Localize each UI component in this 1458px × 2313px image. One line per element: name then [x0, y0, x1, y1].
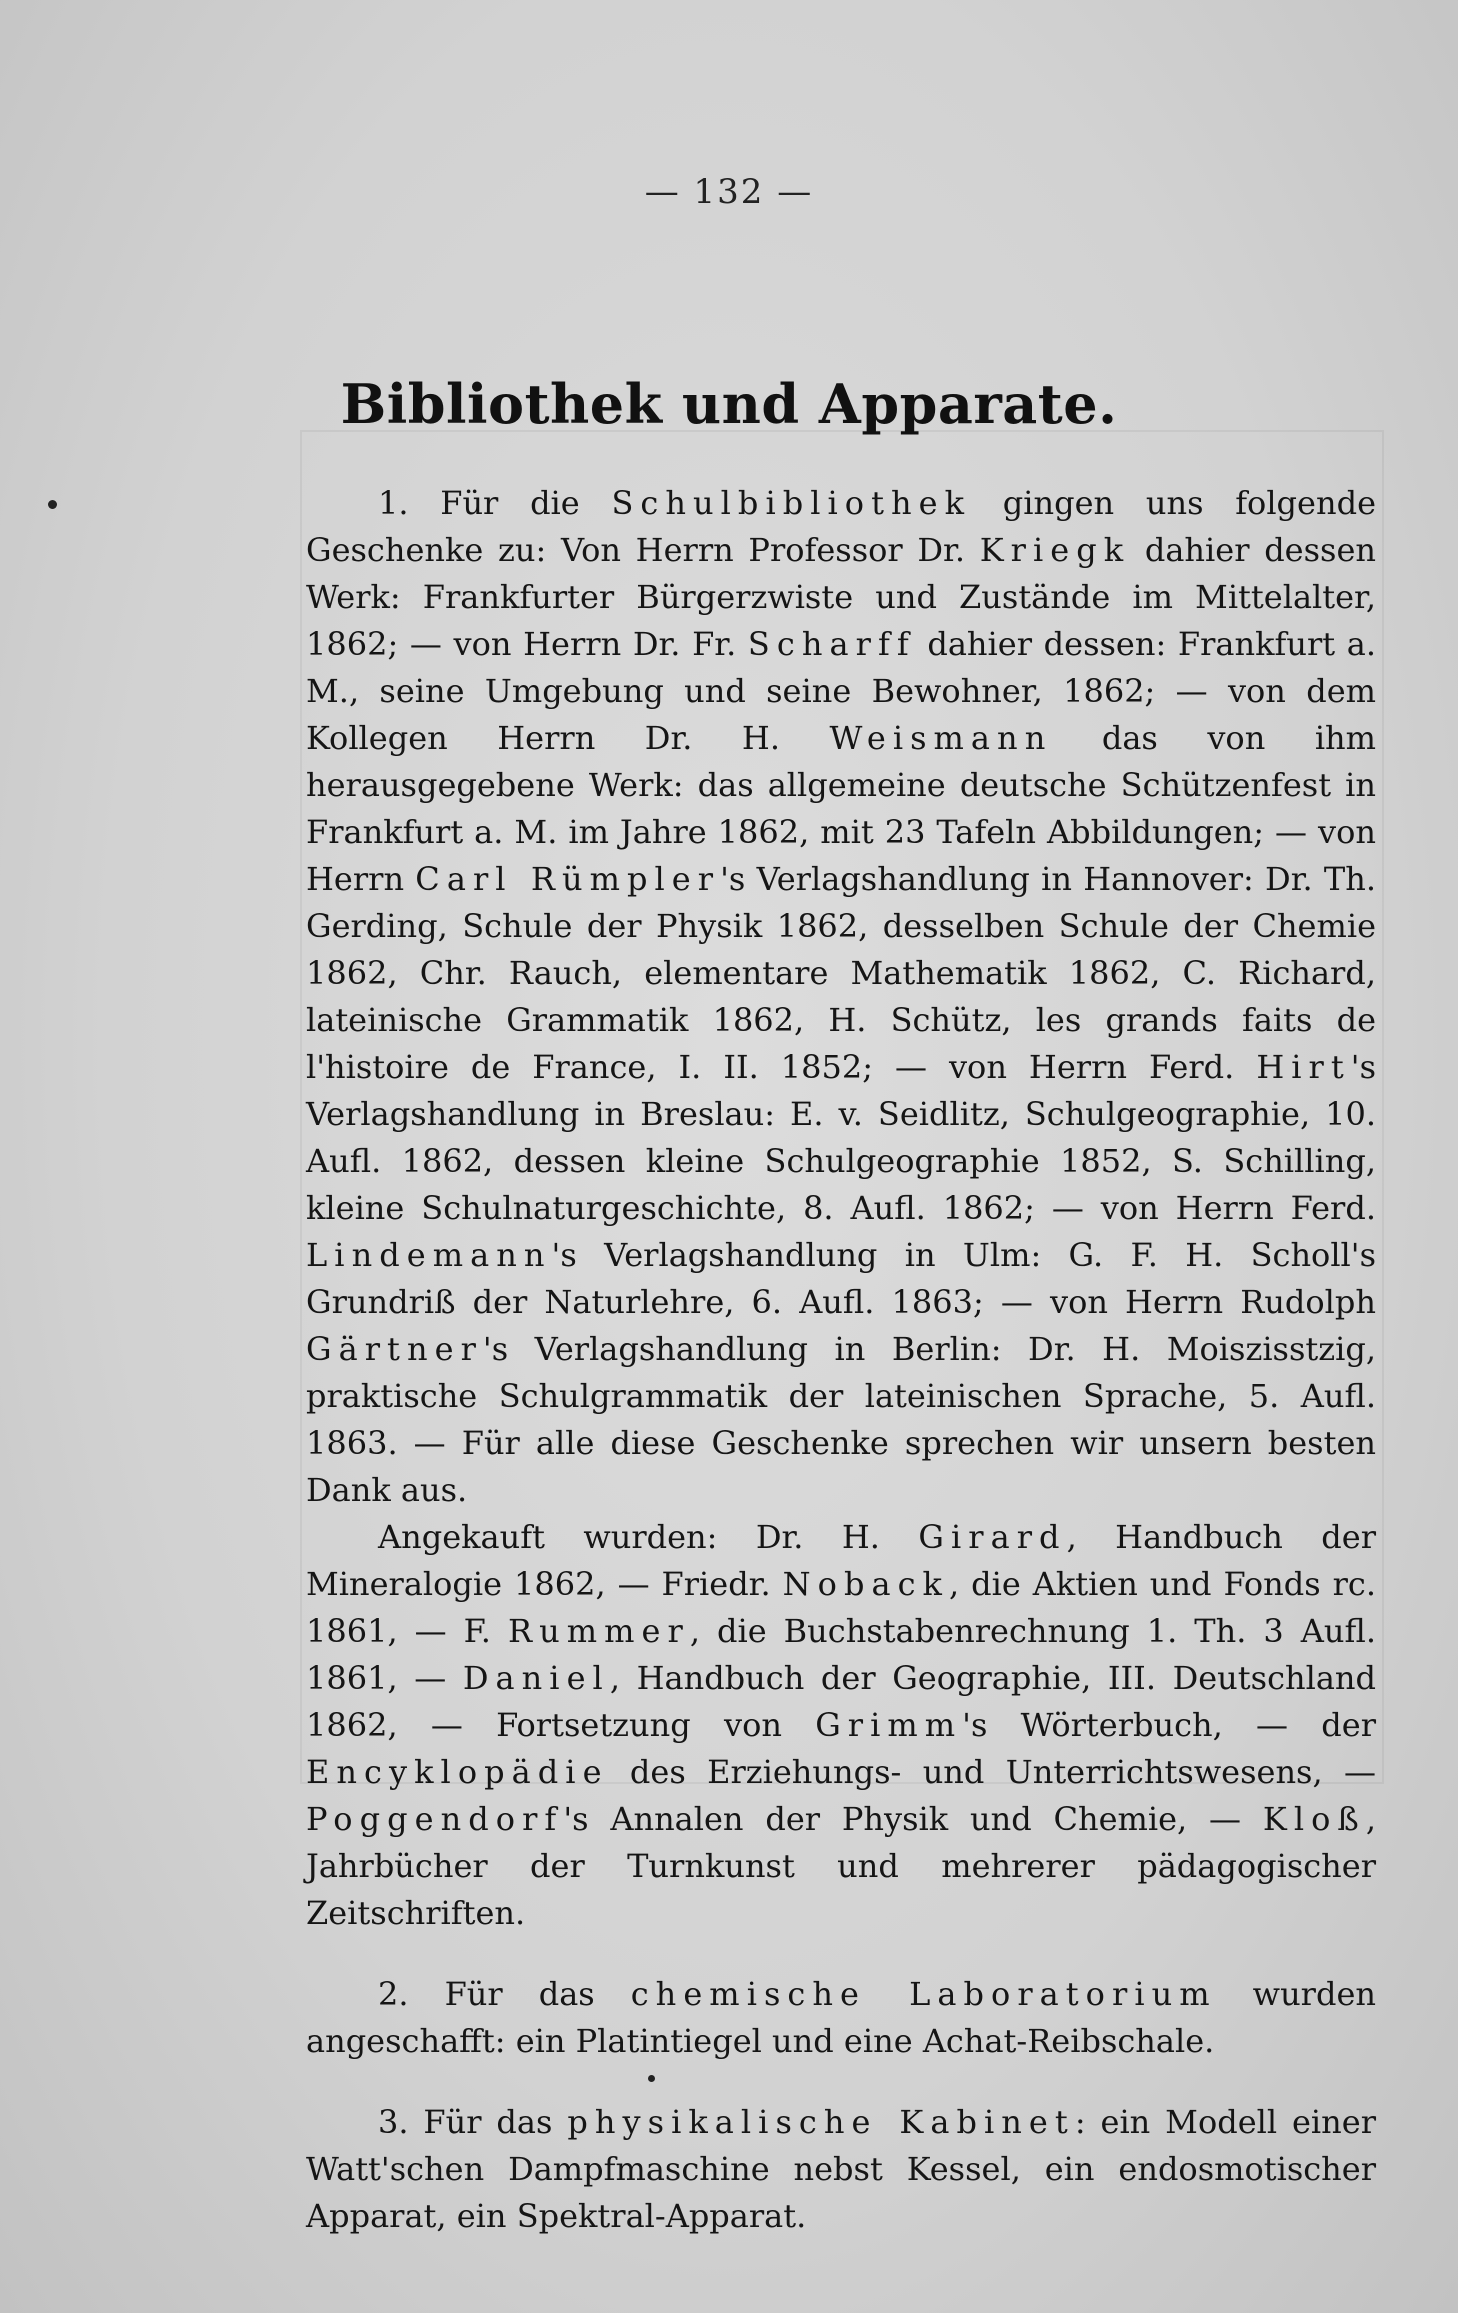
paragraph-purchases — [306, 1514, 1376, 1937]
spaced-name: Kriegk — [979, 531, 1131, 569]
spaced-name: Grimm — [815, 1706, 963, 1744]
spaced-name: Daniel — [462, 1659, 610, 1697]
paragraph-school-library-gifts — [306, 480, 1376, 1514]
section-heading: Bibliothek und Apparate. — [340, 372, 1118, 436]
text-run: dahier dessen: Frankfurt a. M., seine Umgebung und seine Bewohner, 1862; — von dem Kollegen Herrn Dr. H. — [306, 625, 1377, 757]
text-run: , Jahrbücher der Turnkunst und mehrerer pädagogischer Zeitschriften. — [306, 1800, 1376, 1932]
spaced-name: Lindemann — [306, 1236, 552, 1274]
paragraph-physics-cabinet — [306, 2099, 1376, 2240]
text-run: : ein Modell einer Watt'schen Dampfmaschine nebst Kessel, ein endosmotischer Apparat, ein Spektral-Apparat. — [306, 2103, 1377, 2235]
text-run: 's Verlagshandlung in Breslau: E. v. Seidlitz, Schulgeographie, 10. Aufl. 1862, dessen kleine Schulgeographie 1852, S. Schilling, kleine Schulnaturgeschichte, 8. Aufl. 1862; — von Herrn Ferd. — [306, 1048, 1376, 1227]
scan-speck — [648, 2075, 655, 2082]
page-body — [306, 480, 1376, 2240]
text-run: Angekauft wurden: Dr. H. — [378, 1518, 919, 1556]
text-run: 2. Für das — [378, 1975, 631, 2013]
text-run: gingen uns folgende Geschenke zu: Von Herrn Professor Dr. — [306, 484, 1377, 569]
text-run: des Erziehungs- und Unterrichtswesens, — — [608, 1753, 1376, 1791]
spaced-name: Gärtner — [306, 1330, 483, 1368]
text-run: 's Wörterbuch, — der — [962, 1706, 1377, 1744]
spaced-term: physikalische Kabinet — [567, 2103, 1075, 2141]
text-run: 's Verlagshandlung in Ulm: G. F. H. Scholl's Grundriß der Naturlehre, 6. Aufl. 1863; — von Herrn Rudolph — [306, 1236, 1376, 1321]
paragraph-gap — [306, 2065, 1376, 2099]
spaced-name: Girard — [918, 1518, 1067, 1556]
spaced-name: Rummer — [507, 1612, 690, 1650]
text-run: dahier dessen Werk: Frankfurter Bürgerzwiste und Zustände im Mittelalter, 1862; — von Herrn Dr. Fr. — [306, 531, 1377, 663]
spaced-name: Kloß — [1262, 1800, 1366, 1838]
spaced-name: Encyklopädie — [306, 1753, 609, 1791]
text-run: 3. Für das — [378, 2103, 568, 2141]
spaced-term: chemische Laboratorium — [630, 1975, 1217, 2013]
page-number: — 132 — — [644, 172, 814, 212]
bleed-through-heading — [310, 280, 325, 334]
text-run: 's Verlagshandlung in Hannover: Dr. Th. Gerding, Schule der Physik 1862, desselben Schule der Chemie 1862, Chr. Rauch, elementare Mathematik 1862, C. Richard, lateinische Grammatik 1862, H. Schütz, les grands faits de l'histoire de France, I. II. 1852; — von Herrn Ferd. — [306, 860, 1377, 1086]
spaced-name: Poggendorf — [306, 1800, 564, 1838]
spaced-name: Weismann — [829, 719, 1053, 757]
paragraph-gap — [306, 1937, 1376, 1971]
text-run: 's Annalen der Physik und Chemie, — — [563, 1800, 1263, 1838]
scan-speck — [48, 500, 57, 509]
text-run: , die Aktien und Fonds rc. 1861, — F. — [306, 1565, 1377, 1650]
spaced-term: Schulbibliothek — [611, 484, 972, 522]
text-run: wurden angeschafft: ein Platintiegel und eine Achat-Reibschale. — [306, 1975, 1376, 2060]
paragraph-chemistry-lab — [306, 1971, 1376, 2065]
text-run: 's Verlagshandlung in Berlin: Dr. H. Moiszisstzig, praktische Schulgrammatik der lateinischen Sprache, 5. Aufl. 1863. — Für alle diese Geschenke sprechen wir unsern besten Dank aus. — [306, 1330, 1376, 1509]
text-run: 1. Für die — [378, 484, 612, 522]
spaced-name: Noback — [782, 1565, 949, 1603]
spaced-name: Hirt — [1256, 1048, 1351, 1086]
text-run: das von ihm herausgegebene Werk: das allgemeine deutsche Schützenfest in Frankfurt a. M. im Jahre 1862, mit 23 Tafeln Abbildungen; — von Herrn — [306, 719, 1377, 898]
spaced-name: Carl Rümpler — [415, 860, 721, 898]
spaced-name: Scharff — [747, 625, 916, 663]
text-run: , Handbuch der Geographie, III. Deutschland 1862, — Fortsetzung von — [306, 1659, 1377, 1744]
text-run: , Handbuch der Mineralogie 1862, — Friedr. — [306, 1518, 1376, 1603]
text-run: , die Buchstabenrechnung 1. Th. 3 Aufl. 1861, — — [306, 1612, 1377, 1697]
